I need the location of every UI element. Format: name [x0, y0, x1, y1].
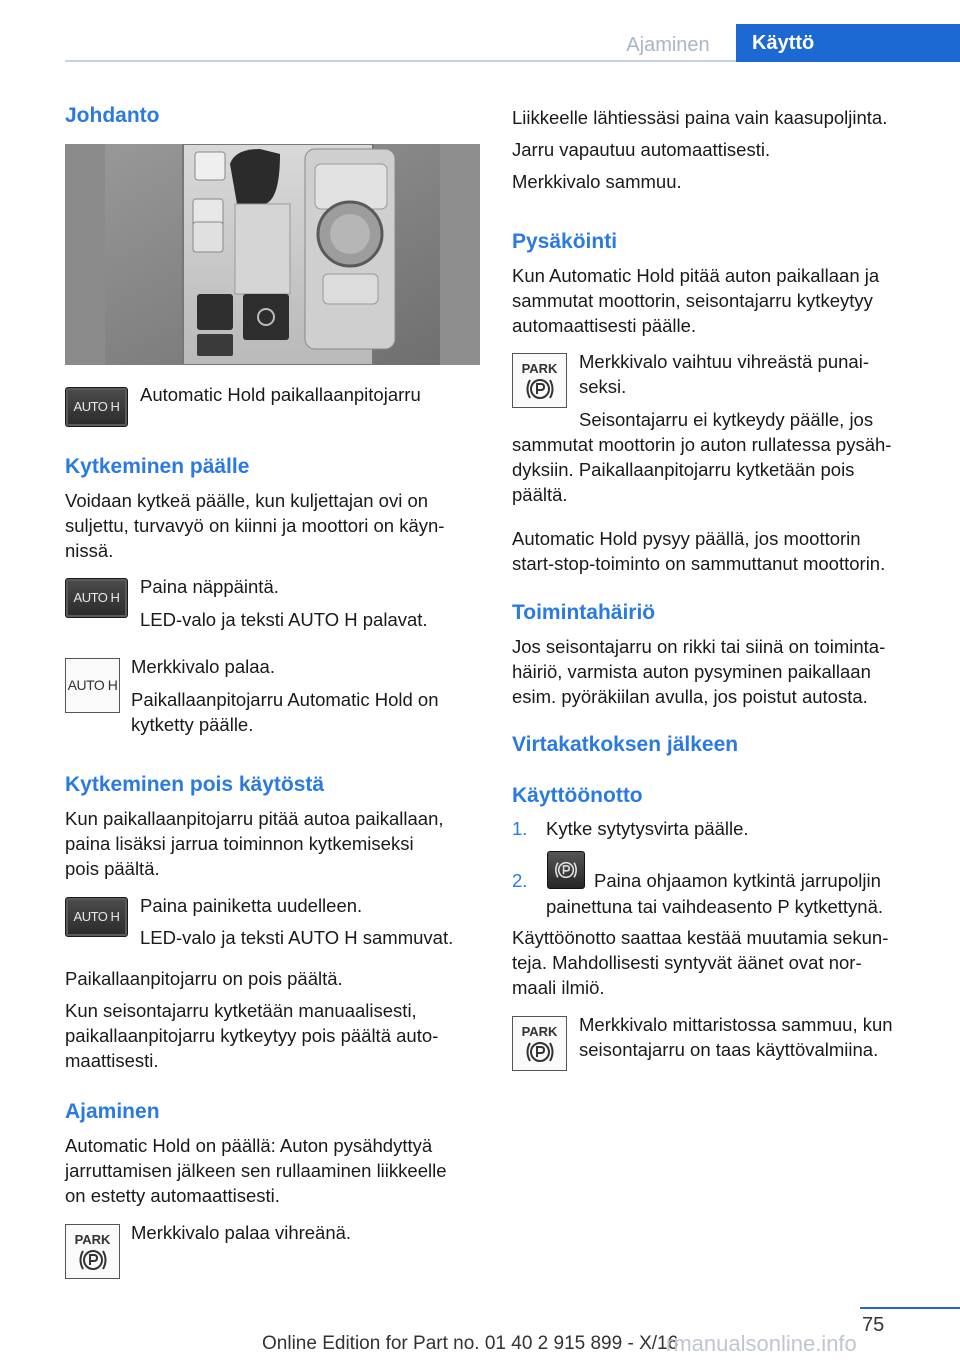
pysakointi-ind1-line1: Merkkivalo vaihtuu vihreästä punai-	[579, 351, 869, 372]
pois-step1: Paina painiketta uudelleen.	[140, 895, 363, 916]
hairio-line2: häiriö, varmista auton pysyminen paikallaan	[512, 661, 871, 682]
kytkeminen-indicator2-line2: kytketty päälle.	[131, 714, 254, 735]
heading-virtakatkoksen-jalkeen: Virtakatkoksen jälkeen	[512, 733, 739, 756]
heading-ajaminen: Ajaminen	[65, 1100, 160, 1123]
right-line3: Merkkivalo sammuu.	[512, 171, 682, 192]
heading-johdanto: Johdanto	[65, 104, 160, 127]
ajaminen-intro-line2: jarruttamisen jälkeen sen rullaaminen liikkeelle	[65, 1160, 447, 1181]
ajaminen-intro	[65, 1133, 447, 1208]
kayttoonotto-p-line2: teja. Mahdollisesti syntyvät äänet ovat nor-	[512, 952, 862, 973]
park-indicator-icon	[512, 1016, 567, 1071]
kytkeminen-indicator2-line1: Paikallaanpitojarru Automatic Hold on	[131, 689, 439, 710]
pysakointi-ind2-rest	[512, 432, 891, 507]
auto-h-button-icon: AUTO H	[65, 578, 128, 618]
kayttoonotto-indicator	[579, 1012, 893, 1062]
list-item-1: Kytke sytytysvirta päälle.	[546, 818, 749, 839]
pois-p1: Paikallaanpitojarru on pois päältä.	[65, 968, 343, 989]
pois-p2-line1: Kun seisontajarru kytketään manuaalisesti,	[65, 1000, 417, 1021]
parking-brake-symbol	[553, 857, 579, 883]
kayttoonotto-indicator-line1: Merkkivalo mittaristossa sammuu, kun	[579, 1014, 893, 1035]
auto-h-button-icon: AUTO H	[65, 387, 128, 427]
pois-p2	[65, 998, 438, 1073]
parking-brake-switch-icon	[547, 851, 585, 889]
kytkeminen-step1: Paina näppäintä.	[140, 576, 279, 597]
pois-intro-line2: paina lisäksi jarrua toiminnon kytkemiseksi	[65, 833, 414, 854]
pysakointi-p	[512, 526, 885, 576]
pysakointi-intro-line1: Kun Automatic Hold pitää auton paikallaan ja	[512, 265, 880, 286]
console-photo-illustration	[65, 144, 480, 365]
kytkeminen-intro-line1: Voidaan kytkeä päälle, kun kuljettajan ovi on	[65, 490, 429, 511]
ajaminen-intro-line1: Automatic Hold on päällä: Auton pysähdyttyä	[65, 1135, 433, 1156]
page-number: 75	[862, 1314, 885, 1336]
kayttoonotto-p	[512, 925, 888, 1000]
heading-toimintahairio: Toimintahäiriö	[512, 601, 656, 624]
kytkeminen-intro-line3: nissä.	[65, 540, 114, 561]
ajaminen-indicator: Merkkivalo palaa vihreänä.	[131, 1222, 352, 1243]
parking-brake-symbol	[524, 376, 556, 402]
edition-text: Online Edition for Part no. 01 40 2 915 899 - X/16	[262, 1333, 679, 1354]
kytkeminen-indicator2	[131, 687, 438, 737]
kytkeminen-indicator1: Merkkivalo palaa.	[131, 656, 275, 677]
pois-intro-line1: Kun paikallaanpitojarru pitää autoa paikallaan,	[65, 808, 444, 829]
right-line1: Liikkeelle lähtiessäsi paina vain kaasupoljinta.	[512, 107, 888, 128]
park-indicator-icon	[512, 353, 567, 408]
list-number-2: 2.	[512, 870, 528, 891]
list-item-2-first: Paina ohjaamon kytkintä jarrupoljin	[594, 870, 881, 891]
johdanto-caption: Automatic Hold paikallaanpitojarru	[140, 384, 421, 405]
pysakointi-ind1-line2: seksi.	[579, 376, 627, 397]
hairio-text	[512, 634, 885, 709]
list-number-1: 1.	[512, 818, 528, 839]
pysakointi-ind1	[579, 349, 869, 399]
parking-brake-symbol	[77, 1247, 109, 1273]
hairio-line1: Jos seisontajarru on rikki tai siinä on toiminta-	[512, 636, 886, 657]
pois-intro-line3: pois päältä.	[65, 858, 160, 879]
kytkeminen-intro-line2: suljettu, turvavyö on kiinni ja moottori on käyn-	[65, 515, 445, 536]
hairio-line3: esim. pyöräkiilan avulla, jos poistut autosta.	[512, 686, 868, 707]
pysakointi-intro-line3: automaattisesti päälle.	[512, 315, 697, 336]
watermark: rmanualsonline.info	[666, 1331, 857, 1356]
kytkeminen-step2: LED-valo ja teksti AUTO H palavat.	[140, 609, 428, 630]
park-label: PARK	[521, 1024, 558, 1039]
heading-kytkeminen-pois: Kytkeminen pois käytöstä	[65, 773, 325, 796]
park-label: PARK	[521, 361, 558, 376]
heading-kayttoonotto: Käyttöönotto	[512, 784, 643, 807]
parking-brake-symbol	[524, 1039, 556, 1065]
pysakointi-p-line1: Automatic Hold pysyy päällä, jos moottorin	[512, 528, 861, 549]
heading-kytkeminen-paalle: Kytkeminen päälle	[65, 455, 250, 478]
pysakointi-ind2-first: Seisontajarru ei kytkeydy päälle, jos	[579, 409, 874, 430]
list-item-2-second: painettuna tai vaihdeasento P kytkettynä.	[546, 896, 884, 917]
pysakointi-ind2-line2: sammutat moottorin jo auton rullatessa pysäh-	[512, 434, 892, 455]
pysakointi-intro	[512, 263, 879, 338]
pysakointi-intro-line2: sammutat moottorin, seisontajarru kytkeytyy	[512, 290, 873, 311]
park-label: PARK	[74, 1232, 111, 1247]
park-indicator-icon	[65, 1224, 120, 1279]
auto-h-indicator-icon: AUTO H	[65, 658, 120, 713]
pysakointi-ind2-line4: päältä.	[512, 484, 568, 505]
kayttoonotto-indicator-line2: seisontajarru on taas käyttövalmiina.	[579, 1039, 879, 1060]
heading-pysakointi: Pysäköinti	[512, 230, 618, 253]
header-chapter-tab[interactable]: Käyttö	[736, 24, 960, 62]
header-section[interactable]: Ajaminen	[626, 34, 710, 56]
pois-intro	[65, 806, 444, 881]
pois-p2-line3: maattisesti.	[65, 1050, 159, 1071]
footer-rule	[860, 1307, 960, 1309]
auto-h-button-icon: AUTO H	[65, 897, 128, 937]
right-line2: Jarru vapautuu automaattisesti.	[512, 139, 771, 160]
pysakointi-p-line2: start-stop-toiminto on sammuttanut moottorin.	[512, 553, 886, 574]
pois-step2: LED-valo ja teksti AUTO H sammuvat.	[140, 927, 454, 948]
pois-p2-line2: paikallaanpitojarru kytkeytyy pois päältä auto-	[65, 1025, 439, 1046]
kytkeminen-intro	[65, 488, 444, 563]
console-photo	[65, 144, 480, 365]
kayttoonotto-p-line3: maali ilmiö.	[512, 977, 605, 998]
kayttoonotto-p-line1: Käyttöönotto saattaa kestää muutamia sekun-	[512, 927, 889, 948]
pysakointi-ind2-line3: dyksiin. Paikallaanpitojarru kytketään pois	[512, 459, 855, 480]
ajaminen-intro-line3: on estetty automaattisesti.	[65, 1185, 280, 1206]
